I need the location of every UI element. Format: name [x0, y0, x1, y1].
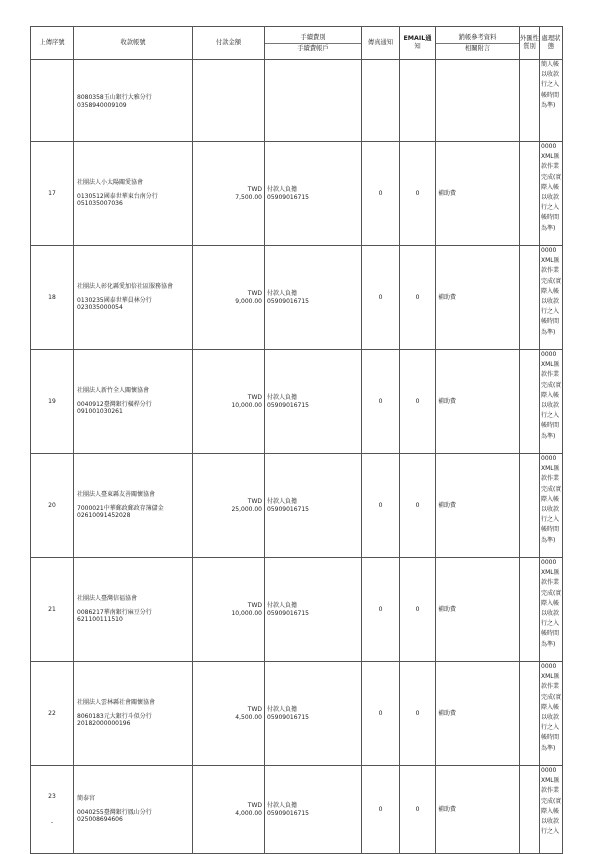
status-line: 行之入 [541, 828, 560, 836]
account-number: 023035000054 [77, 304, 123, 312]
fax-cell: 0 [362, 246, 400, 350]
status-line: 際入帳 [541, 807, 560, 815]
amount-value: 25,000.00 [231, 505, 262, 513]
fee-account: 05909016715 [267, 713, 309, 721]
fax-cell: 0 [362, 558, 400, 662]
status-line: 款作業 [541, 683, 560, 691]
status-line: 際入帳 [541, 495, 560, 503]
status-line: 完成(實 [541, 381, 562, 389]
fee-cell [265, 350, 362, 454]
status-line: 款作業 [541, 267, 560, 275]
payee-name: 社團法人雲林縣社會關懷協會 [77, 699, 156, 707]
seq-cell [31, 766, 74, 854]
status-line: XML匯 [541, 569, 560, 577]
status-line: 款作業 [541, 787, 560, 795]
status-line: 以收款 [541, 402, 560, 410]
fee-type: 付款人負擔 [267, 394, 298, 401]
status-cell [540, 246, 563, 350]
fee-account: 05909016715 [267, 609, 309, 617]
header-fax: 傳真通知 [362, 27, 400, 60]
bank-branch: 0130235國泰世華員林分行 [77, 296, 152, 304]
table-row [31, 766, 563, 854]
fee-cell [265, 142, 362, 246]
flag-cell [520, 558, 540, 662]
fax-cell [362, 60, 400, 142]
status-line: XML匯 [541, 153, 560, 161]
amount-cell [193, 142, 265, 246]
amount-cell [193, 454, 265, 558]
table-row [31, 246, 563, 350]
email-cell: 0 [400, 350, 436, 454]
status-line: XML匯 [541, 257, 560, 265]
ref-cell: 補助費 [436, 142, 520, 246]
fee-cell [265, 454, 362, 558]
amount-value: 7,500.00 [235, 193, 262, 201]
status-line: 完成(實 [541, 797, 562, 805]
ref-cell: 補助費 [436, 662, 520, 766]
remittance-table [30, 26, 563, 854]
payee-name: 簡泰宮 [77, 795, 96, 803]
status-line: 以收款 [541, 818, 560, 826]
payee-name: 社團法人新竹全人關懷協會 [77, 387, 150, 395]
status-line: 行之入 [541, 620, 560, 628]
seq-cell: 20 [31, 454, 74, 558]
currency: TWD [247, 498, 262, 505]
table-row [31, 662, 563, 766]
account-number: 20182000000196 [77, 720, 131, 728]
status-line: 款作業 [541, 371, 560, 379]
flag-cell [520, 350, 540, 454]
currency: TWD [247, 602, 262, 609]
flag-cell [520, 766, 540, 854]
email-cell: 0 [400, 662, 436, 766]
status-line: 款作業 [541, 163, 560, 171]
currency: TWD [247, 186, 262, 193]
ref-cell: 補助費 [436, 766, 520, 854]
status-line: XML匯 [541, 361, 560, 369]
status-line: 為準) [541, 224, 556, 232]
flag-cell [520, 142, 540, 246]
account-number: 051035007036 [77, 200, 123, 208]
status-line: 行之入 [541, 204, 560, 212]
amount-cell [193, 350, 265, 454]
header-row [31, 27, 563, 60]
fee-type: 付款人負擔 [267, 802, 298, 809]
header-fee-account: 手續費帳戶 [265, 43, 361, 53]
status-line: 為準) [541, 101, 556, 109]
currency: TWD [247, 802, 262, 809]
payee-name: 社團法人臺灣信福協會 [77, 595, 138, 603]
status-cell [540, 60, 563, 142]
status-line: 完成(實 [541, 173, 562, 181]
fee-account: 05909016715 [267, 505, 309, 513]
fee-cell [265, 662, 362, 766]
bank-branch: 7000021中華郵政郵政存簿儲金 [77, 504, 164, 512]
fee-account: 05909016715 [267, 297, 309, 305]
account-number: 621100111510 [77, 616, 123, 624]
fee-cell [265, 766, 362, 854]
payee-name: 社團法人彰化縣愛加倍社區服務協會 [77, 283, 174, 291]
status-line: 完成(實 [541, 485, 562, 493]
account-cell [74, 454, 193, 558]
account-cell [74, 246, 193, 350]
amount-cell [193, 246, 265, 350]
status-line: 帳時間 [541, 318, 560, 326]
seq-cell: 22 [31, 662, 74, 766]
header-ref-note: 相關附言 [436, 43, 519, 53]
status-line: 帳時間 [541, 91, 560, 99]
status-line: 為準) [541, 536, 556, 544]
amount-value: 10,000.00 [231, 401, 262, 409]
seq-cell: 17 [31, 142, 74, 246]
status-line: 簡人帳 [541, 61, 560, 68]
status-line: XML匯 [541, 465, 560, 473]
email-cell: 0 [400, 454, 436, 558]
status-line: 完成(實 [541, 693, 562, 701]
status-line: 帳時間 [541, 214, 560, 222]
seq-cell: 18 [31, 246, 74, 350]
status-line: 際入帳 [541, 183, 560, 191]
flag-cell [520, 662, 540, 766]
currency: TWD [247, 706, 262, 713]
status-line: 行之入 [541, 412, 560, 420]
table-row [31, 142, 563, 246]
email-cell: 0 [400, 558, 436, 662]
table-row [31, 350, 563, 454]
fax-cell: 0 [362, 454, 400, 558]
ref-cell: 補助費 [436, 558, 520, 662]
status-line: 完成(實 [541, 277, 562, 285]
header-ref-data: 銷帳參考資料 [458, 33, 497, 41]
fee-account: 05909016715 [267, 809, 309, 817]
status-line: 為準) [541, 328, 556, 336]
ref-cell: 補助費 [436, 246, 520, 350]
status-line: 際入帳 [541, 599, 560, 607]
amount-value: 4,000.00 [235, 809, 262, 817]
seq-number: 23 [48, 793, 56, 800]
header-seq: 上傳序號 [31, 27, 74, 60]
header-ref [436, 27, 520, 60]
status-line: 0000 [541, 247, 557, 254]
account-cell [74, 142, 193, 246]
status-cell [540, 662, 563, 766]
status-cell [540, 558, 563, 662]
seq-cell [31, 60, 74, 142]
fee-type: 付款人負擔 [267, 290, 298, 297]
bank-branch: 0130512國泰世華東台南分行 [77, 192, 158, 200]
fee-type: 付款人負擔 [267, 602, 298, 609]
status-cell [540, 350, 563, 454]
header-account: 收款帳號 [74, 27, 193, 60]
status-line: XML匯 [541, 777, 560, 785]
header-amount: 付款金額 [193, 27, 265, 60]
amount-value: 4,500.00 [235, 713, 262, 721]
ref-cell: 補助費 [436, 350, 520, 454]
flag-cell [520, 454, 540, 558]
amount-cell [193, 60, 265, 142]
status-line: 際入帳 [541, 703, 560, 711]
status-line: 際入帳 [541, 391, 560, 399]
status-line: 以收款 [541, 194, 560, 202]
seq-dash: - [50, 818, 54, 826]
status-line: 行之入 [541, 724, 560, 732]
status-line: 以收款 [541, 714, 560, 722]
status-line: 帳時間 [541, 630, 560, 638]
email-cell: 0 [400, 246, 436, 350]
amount-cell [193, 662, 265, 766]
status-line: 0000 [541, 559, 557, 566]
status-line: 以收款 [541, 610, 560, 618]
status-line: 以收款 [541, 71, 560, 79]
fee-cell [265, 246, 362, 350]
bank-branch: 0040912臺灣銀行橫桿分行 [77, 400, 152, 408]
status-line: 行之入 [541, 516, 560, 524]
status-line: 款作業 [541, 475, 560, 483]
status-cell [540, 142, 563, 246]
status-line: 帳時間 [541, 526, 560, 534]
seq-cell: 19 [31, 350, 74, 454]
fax-cell: 0 [362, 662, 400, 766]
status-line: 0000 [541, 767, 557, 774]
status-line: 行之入 [541, 308, 560, 316]
fee-type: 付款人負擔 [267, 498, 298, 505]
amount-value: 9,000.00 [235, 297, 262, 305]
fee-account: 05909016715 [267, 401, 309, 409]
fax-cell: 0 [362, 766, 400, 854]
bank-branch: 0086217華南銀行麻豆分行 [77, 608, 152, 616]
status-line: 0000 [541, 455, 557, 462]
status-line: 帳時間 [541, 734, 560, 742]
ref-cell [436, 60, 520, 142]
seq-cell: 21 [31, 558, 74, 662]
bank-branch: 0040255臺灣銀行鳳山分行 [77, 808, 152, 816]
fee-account: 05909016715 [267, 193, 309, 201]
payee-name: 社團法人臺東縣友善關懷協會 [77, 491, 156, 499]
account-number: 025008694606 [77, 816, 123, 824]
status-line: 0000 [541, 351, 557, 358]
fee-cell [265, 558, 362, 662]
account-number: 091001030261 [77, 408, 123, 416]
header-email [400, 27, 436, 60]
email-cell: 0 [400, 766, 436, 854]
header-email-bottom: 知 [414, 43, 421, 50]
status-line: XML匯 [541, 673, 560, 681]
header-fee-type: 手續費別 [300, 33, 326, 41]
amount-cell [193, 558, 265, 662]
currency: TWD [247, 394, 262, 401]
header-status: 處理狀態 [540, 27, 563, 60]
email-cell [400, 60, 436, 142]
payee-name: 社團法人小太陽關愛協會 [77, 179, 144, 187]
table-row-continued [31, 60, 563, 142]
account-cell [74, 350, 193, 454]
fax-cell: 0 [362, 142, 400, 246]
status-cell [540, 454, 563, 558]
fax-cell: 0 [362, 350, 400, 454]
bank-branch: 8060183元大銀行斗似分行 [77, 712, 152, 720]
status-line: 為準) [541, 640, 556, 648]
currency: TWD [247, 290, 262, 297]
account-number: 02610091452028 [77, 512, 131, 520]
account-cell [74, 60, 193, 142]
flag-cell [520, 246, 540, 350]
account-cell [74, 558, 193, 662]
header-email-top: EMAIL通 [403, 35, 432, 43]
status-line: 完成(實 [541, 589, 562, 597]
status-line: 行之入 [541, 81, 560, 89]
ref-cell: 補助費 [436, 454, 520, 558]
status-line: 為準) [541, 744, 556, 752]
account-cell [74, 766, 193, 854]
account-cell [74, 662, 193, 766]
table-row [31, 558, 563, 662]
status-line: 0000 [541, 143, 557, 150]
email-cell: 0 [400, 142, 436, 246]
fee-cell [265, 60, 362, 142]
table-row [31, 454, 563, 558]
status-line: 以收款 [541, 506, 560, 514]
status-line: 帳時間 [541, 422, 560, 430]
fee-type: 付款人負擔 [267, 706, 298, 713]
status-line: 款作業 [541, 579, 560, 587]
status-line: 為準) [541, 432, 556, 440]
status-cell [540, 766, 563, 854]
flag-cell [520, 60, 540, 142]
status-line: 以收款 [541, 298, 560, 306]
fee-type: 付款人負擔 [267, 186, 298, 193]
status-line: 際入帳 [541, 287, 560, 295]
account-number: 0358940009109 [77, 101, 127, 109]
bank-branch: 8080358玉山銀行大雅分行 [77, 94, 152, 101]
amount-value: 10,000.00 [231, 609, 262, 617]
status-line: 0000 [541, 663, 557, 670]
amount-cell [193, 766, 265, 854]
header-fee [265, 27, 362, 60]
header-flag: 外匯性質別 [520, 27, 540, 60]
